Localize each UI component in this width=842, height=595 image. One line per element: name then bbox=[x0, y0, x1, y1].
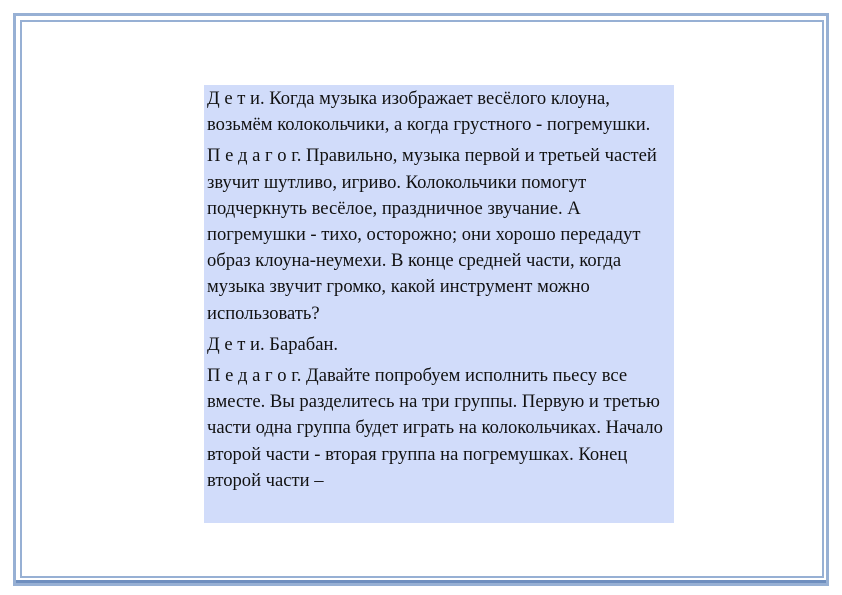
speaker-label: Д е т и bbox=[207, 88, 260, 109]
dialogue-paragraph bbox=[207, 332, 674, 358]
dialogue-paragraph bbox=[207, 143, 674, 326]
dialogue-paragraph bbox=[207, 86, 674, 138]
paragraph-text: . Барабан. bbox=[259, 333, 339, 355]
speaker-label: П е д а г о г bbox=[207, 145, 297, 167]
dialogue-text-box bbox=[204, 85, 674, 523]
paragraph-text: . Давайте попробуем исполнить пьесу все вместе. Вы разделитесь на три группы. Первую и третью части одна группа будет играть на колокольчиках. Начало второй части - вторая группа на погремушках. Конец второй части – bbox=[207, 365, 663, 491]
dialogue-paragraph bbox=[207, 363, 674, 494]
speaker-label: Д е т и bbox=[207, 333, 260, 355]
speaker-label: П е д а г о г bbox=[207, 365, 297, 387]
paragraph-text: . Правильно, музыка первой и третьей частей звучит шутливо, игриво. Колокольчики помогут подчеркнуть весёлое, праздничное звучание. А погремушки - тихо, осторожно; они хорошо передадут образ клоуна-неумехи. В конце средней части, когда музыка звучит громко, какой инструмент можно использовать? bbox=[207, 145, 657, 324]
paragraph-text: . Когда музыка изображает весёлого клоуна, возьмём колокольчики, а когда грустного - погремушки. bbox=[207, 88, 651, 136]
